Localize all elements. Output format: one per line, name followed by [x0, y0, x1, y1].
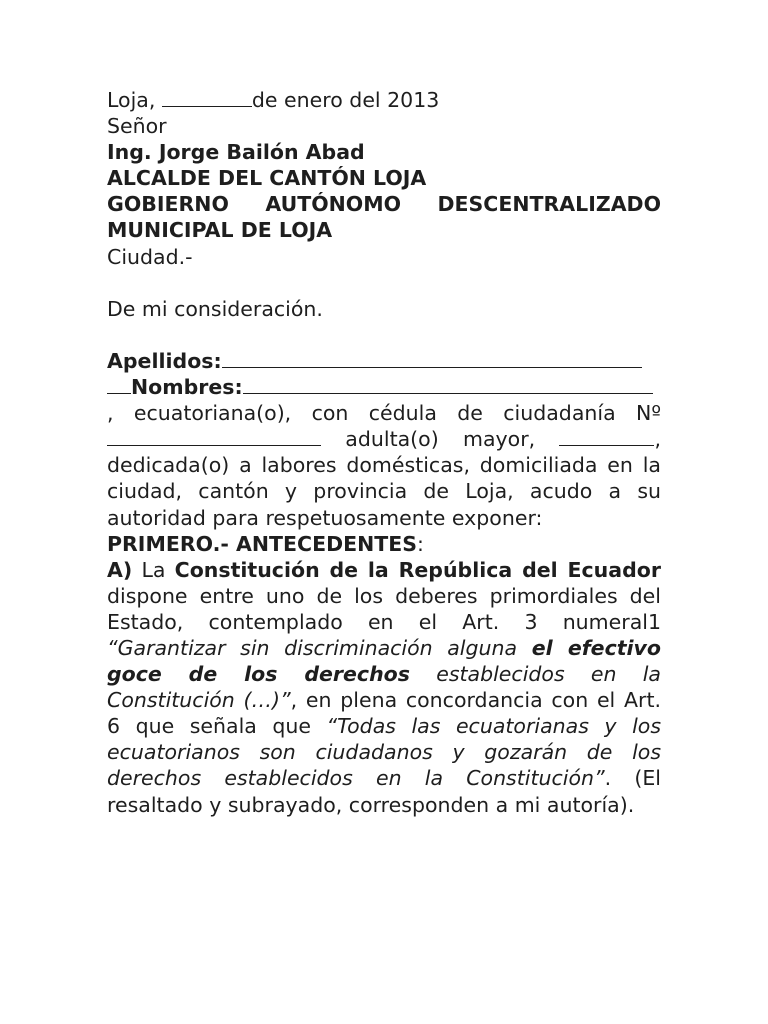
section-heading-colon: : — [417, 531, 424, 556]
nombres-label: Nombres: — [131, 375, 243, 400]
recipient-role: ALCALDE DEL CANTÓN LOJA — [107, 166, 427, 191]
recipient-name: Ing. Jorge Bailón Abad — [107, 140, 365, 165]
date-line — [107, 87, 661, 113]
paragraph-a-text-3: , en plena concordancia con el Art. 6 que señala que — [107, 688, 661, 739]
intro-part-3: , dedicada(o) a labores domésticas, domiciliada en la ciudad, cantón y provincia de Loja, acudo a su autoridad para respetuosamente exponer: — [107, 427, 661, 530]
salutation-title: Señor — [107, 114, 167, 139]
greeting: De mi consideración. — [107, 296, 323, 321]
apellidos-line — [107, 348, 661, 374]
quote-art3-emphasis: el efectivo goce de los derechos — [107, 635, 662, 687]
date-blank — [162, 87, 252, 107]
city-line: Ciudad.- — [107, 244, 193, 269]
paragraph-a-marker: A) — [107, 557, 133, 582]
paragraph-a-text-4: . (El resaltado y subrayado, corresponden a mi autoría). — [107, 766, 661, 817]
spacer — [107, 322, 661, 348]
spacer — [107, 270, 661, 296]
constitution-name: Constitución de la República del Ecuador — [174, 557, 661, 582]
date-prefix: Loja, — [107, 88, 162, 112]
quote-art3-start: “Garantizar sin discriminación alguna — [107, 635, 532, 660]
apellidos-label: Apellidos: — [107, 348, 222, 373]
intro-part-1: , ecuatoriana(o), con cédula de ciudadanía Nº — [107, 401, 661, 426]
nombres-pre-blank — [107, 374, 131, 394]
apellidos-blank — [222, 348, 642, 368]
letter-page — [107, 87, 661, 818]
cedula-blank — [107, 426, 321, 446]
intro-paragraph — [107, 400, 661, 530]
intro-part-2: adulta(o) mayor, — [321, 427, 560, 452]
paragraph-a-text-2: dispone entre uno de los deberes primordiales del Estado, contemplado en el Art. 3 numeral1 — [107, 583, 661, 634]
paragraph-a-text-1: La — [132, 557, 175, 582]
institution-line-2: MUNICIPAL DE LOJA — [107, 218, 333, 243]
section-heading-line — [107, 531, 661, 557]
quote-art6: “Todas las ecuatorianas y los ecuatorianos son ciudadanos y gozarán de los derechos establecidos en la Constitución” — [107, 714, 662, 791]
nombres-blank — [243, 374, 653, 394]
section-heading: PRIMERO.- ANTECEDENTES — [107, 531, 418, 556]
date-suffix: de enero del 2013 — [251, 88, 440, 112]
institution-line-1: GOBIERNO AUTÓNOMO DESCENTRALIZADO — [107, 192, 661, 217]
quote-art3-end: establecidos en la Constitución (…)” — [107, 662, 661, 713]
paragraph-a — [107, 557, 661, 818]
age-blank — [559, 426, 654, 446]
nombres-line — [107, 374, 661, 400]
